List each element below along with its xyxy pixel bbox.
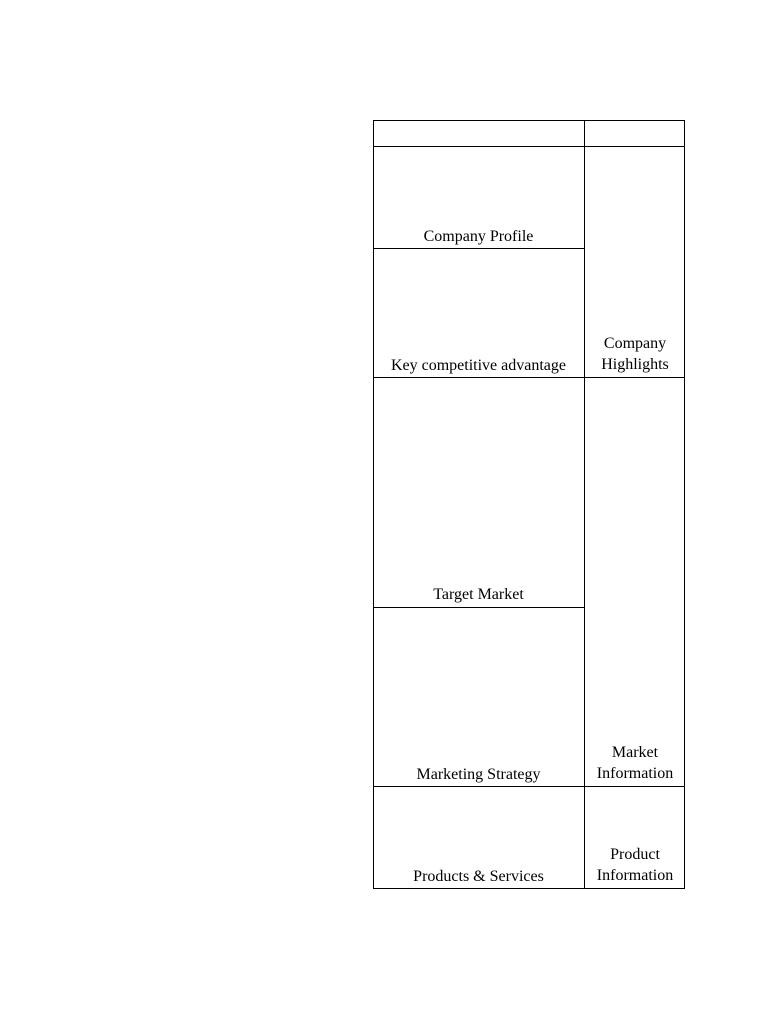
key-competitive-advantage-label: Key competitive advantage (390, 357, 567, 374)
table-bottom-border (373, 888, 685, 889)
product-information-line-2: Information (596, 867, 674, 884)
product-information-line-1: Product (610, 846, 660, 863)
company-highlights-line-2: Highlights (601, 356, 669, 373)
products-services-label: Products & Services (413, 868, 544, 885)
table-top-border (373, 120, 685, 121)
section-divider-2 (373, 786, 685, 787)
market-information-line-1: Market (611, 744, 659, 761)
company-highlights-line-1: Company (603, 335, 667, 352)
left-row-divider-2 (373, 607, 585, 608)
header-row-divider (373, 146, 685, 147)
target-market-label: Target Market (433, 586, 524, 603)
product-information-label (585, 844, 685, 886)
market-information-line-2: Information (596, 765, 674, 782)
company-profile-label: Company Profile (423, 228, 534, 245)
marketing-strategy-label: Marketing Strategy (416, 766, 541, 783)
document-table (373, 120, 685, 889)
section-divider-1 (373, 377, 685, 378)
market-information-label (585, 742, 685, 784)
left-row-divider-1 (373, 248, 585, 249)
company-highlights-label (585, 333, 685, 375)
